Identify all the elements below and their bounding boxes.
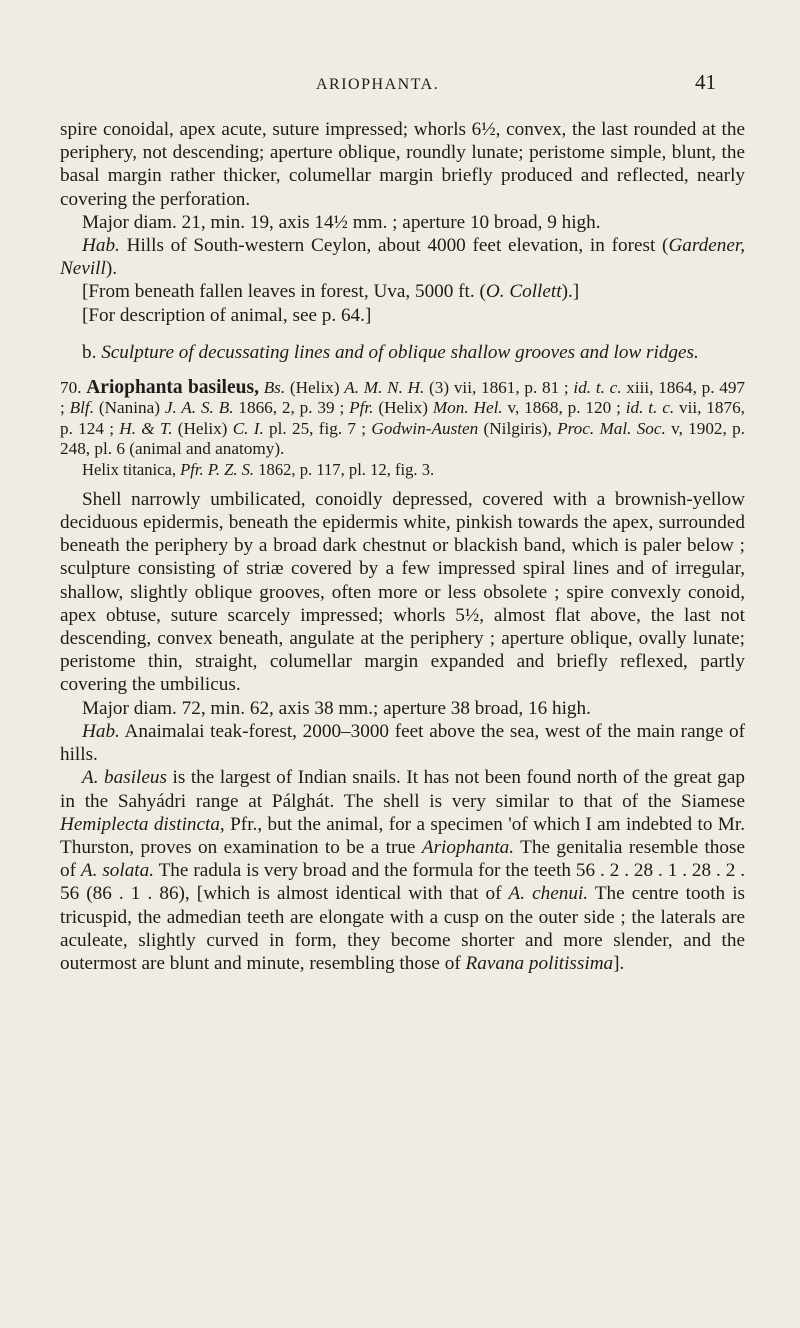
measurements-paragraph: Major diam. 21, min. 19, axis 14½ mm. ; aperture 10 broad, 9 high. (82, 211, 601, 233)
synonym-citation: 1862, p. 117, pl. 12, fig. 3. (254, 459, 435, 479)
remark-text: The centre tooth is tricuspid, the admedian teeth are elongate with a cusp on the outer side ; the laterals are aculeate, slightly curved in form, they become shorter and more slender, and the outermost are blunt and minute, resembling those of (60, 883, 746, 974)
running-title: ARIOPHANTA. (316, 76, 440, 93)
remark-text: is the largest of Indian snails. It has not been found north of the great gap in the Sahyádri range at Pálghát. The shell is very similar to that of the Siamese (60, 767, 745, 812)
remark-italic: A. chenui. (508, 883, 589, 905)
hab-label: Hab. (82, 235, 120, 257)
section-heading (60, 341, 745, 364)
synonymy-ref: C. I. (232, 418, 264, 438)
habitat-paragraph-2 (60, 720, 745, 766)
synonymy-text: vii, 1876, p. 124 ; (60, 398, 745, 438)
synonym-name: Helix titanica, (82, 459, 181, 479)
synonymy-text: (Nanina) (94, 398, 165, 418)
remark-text: Pfr., but the animal, for a specimen 'of which I am indebted to Mr. Thurston, proves on examination to be a true (60, 813, 745, 858)
measurements-paragraph-2: Major diam. 72, min. 62, axis 38 mm.; aperture 38 broad, 16 high. (82, 697, 591, 719)
synonymy-text: v, 1868, p. 120 ; (502, 398, 626, 418)
habitat-paragraph (60, 234, 745, 280)
synonymy-text: (Helix) (289, 378, 345, 398)
synonymy-ref: Godwin-Austen (371, 418, 479, 438)
note-close: ).] (561, 281, 580, 303)
synonymy-ref: J. A. S. B. (164, 398, 234, 418)
note-collector: O. Collett (485, 281, 562, 303)
species-name: Ariophanta basileus, (86, 377, 259, 399)
remark-text: The radula is very broad and the formula for the teeth 56 . 2 . 28 . 1 . 28 . 2 . 56 (86 . 1 . 86), [which is almost identical with that of (60, 860, 745, 905)
body-text (60, 118, 745, 975)
synonymy-ref: Proc. Mal. Soc. (557, 418, 666, 438)
synonymy-text: v, 1902, p. 248, pl. 6 (animal and anatomy). (60, 418, 745, 459)
synonymy-ref: id. t. c. (573, 378, 622, 398)
section-letter: b. (82, 341, 97, 363)
synonymy-ref: Blf. (69, 398, 94, 418)
synonymy-text: (Helix) (373, 398, 433, 418)
remarks-paragraph (60, 766, 745, 975)
synonymy-text: (Nilgiris), (478, 418, 558, 438)
synonymy-ref: Mon. Hel. (432, 398, 503, 418)
synonymy-ref: Pfr. (349, 398, 374, 418)
remark-italic: Ariophanta. (421, 836, 515, 858)
hab-collectors: Gardener, Nevill (60, 235, 746, 280)
collection-note (60, 280, 745, 303)
section-title: Sculpture of decussating lines and of oblique shallow grooves and low ridges. (101, 341, 699, 363)
remark-text: ]. (613, 952, 625, 974)
note-text: [From beneath fallen leaves in forest, Uva, 5000 ft. ( (82, 281, 486, 303)
shell-description: Shell narrowly umbilicated, conoidly depressed, covered with a brownish-yellow deciduous epidermis, beneath the epidermis white, pinkish towards the apex, surrounded beneath the periphery by a broad dark chestnut or blackish band, which is paler below ; sculpture consisting of striæ covered by a few impressed spiral lines and of irregular, shallow, slightly oblique grooves, often more or less obsolete ; spire convexly conoid, apex obtuse, suture scarcely impressed; whorls 5½, almost flat above, the last not descending, convex beneath, angulate at the periphery ; aperture oblique, ovally lunate; peristome thin, straight, columellar margin expanded and briefly reflexed, partly covering the umbilicus. (60, 488, 745, 696)
hab-label: Hab. (82, 720, 120, 742)
species-author: Bs. (263, 378, 286, 398)
remark-italic: A. basileus (82, 767, 167, 789)
shell-description-continued: spire conoidal, apex acute, suture impressed; whorls 6½, convex, the last rounded at the periphery, not descending; aperture oblique, roundly lunate; peristome simple, blunt, the basal margin rather thicker, columellar margin briefly produced and reflected, nearly covering the perforation. (60, 119, 745, 210)
species-heading (60, 378, 745, 460)
synonymy-text: xiii, 1864, p. 497 ; (60, 378, 746, 418)
remark-italic: Ravana politissima (465, 952, 614, 974)
synonymy-text: (3) vii, 1861, p. 81 ; (424, 378, 574, 398)
synonym-line (60, 460, 745, 480)
hab-text: Hills of South-western Ceylon, about 4000 feet elevation, in forest ( (126, 235, 669, 257)
synonymy-ref: H. & T. (119, 418, 173, 438)
synonymy-ref: A. M. N. H. (344, 378, 425, 398)
remark-italic: A. solata. (80, 860, 155, 882)
page-number: 41 (695, 70, 716, 94)
hab-close: ). (105, 258, 118, 280)
hab-text: Anaimalai teak-forest, 2000–3000 feet above the sea, west of the main range of hills. (60, 720, 745, 766)
synonymy-text: pl. 25, fig. 7 ; (263, 418, 372, 438)
synonymy-text: (Helix) (172, 418, 233, 438)
synonymy-ref: id. t. c. (625, 398, 675, 418)
animal-reference-note: [For description of animal, see p. 64.] (82, 304, 372, 326)
remark-text: The genitalia resemble those of (60, 836, 745, 882)
remark-italic: Hemiplecta distincta, (60, 813, 225, 835)
species-number: 70. (60, 378, 82, 398)
synonym-ref: Pfr. P. Z. S. (180, 459, 255, 479)
synonymy-text: 1866, 2, p. 39 ; (233, 398, 350, 418)
